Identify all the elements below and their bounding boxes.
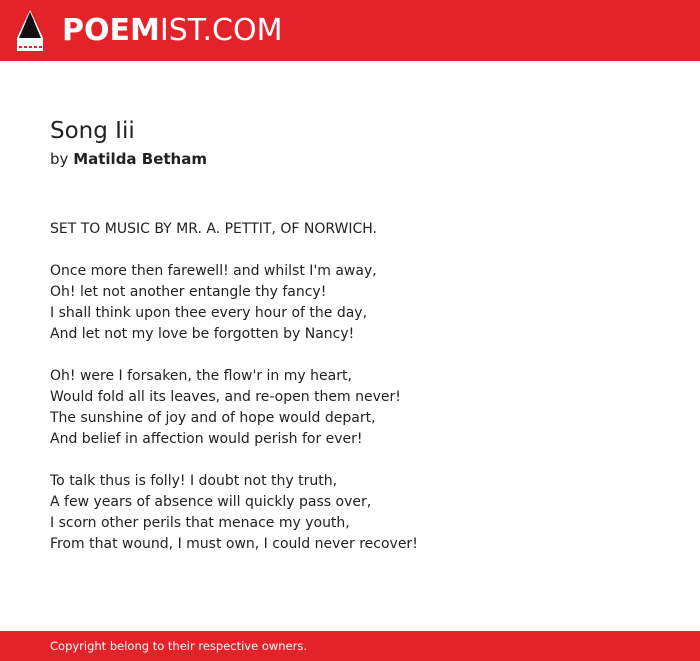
poem-line: I shall think upon thee every hour of the day, — [50, 305, 368, 321]
logo-text-bold: POEM — [62, 13, 160, 48]
poem-body — [50, 219, 670, 555]
poem-line: And belief in affection would perish for ever! — [50, 431, 363, 447]
poem-line: Once more then farewell! and whilst I'm away, — [50, 263, 377, 279]
poem-title: Song Iii — [50, 118, 135, 144]
copyright-text: Copyright belong to their respective owners. — [50, 639, 308, 653]
by-label: by — [50, 150, 69, 168]
author-name[interactable]: Matilda Betham — [73, 150, 207, 168]
poem-line: A few years of absence will quickly pass over, — [50, 494, 372, 510]
poem-line: Oh! were I forsaken, the flow'r in my heart, — [50, 368, 352, 384]
byline — [50, 148, 207, 170]
poem-line: The sunshine of joy and of hope would depart, — [50, 410, 376, 426]
poem-line: Oh! let not another entangle thy fancy! — [50, 284, 327, 300]
poem-line: I scorn other perils that menace my youth, — [50, 515, 350, 531]
logo-text-light: IST.COM — [159, 13, 283, 48]
poem-line: To talk thus is folly! I doubt not thy truth, — [50, 473, 338, 489]
poem-line: Would fold all its leaves, and re-open them never! — [50, 389, 401, 405]
stanza — [50, 366, 670, 450]
poem-line: And let not my love be forgotten by Nancy! — [50, 326, 355, 342]
site-footer — [0, 631, 700, 661]
pencil-tip-icon[interactable] — [17, 10, 43, 51]
site-header — [0, 0, 700, 61]
poem-dedication: SET TO MUSIC BY MR. A. PETTIT, OF NORWICH. — [50, 221, 377, 237]
site-logo[interactable] — [62, 13, 282, 49]
poem-line: From that wound, I must own, I could never recover! — [50, 536, 418, 552]
stanza — [50, 471, 670, 555]
stanza — [50, 261, 670, 345]
